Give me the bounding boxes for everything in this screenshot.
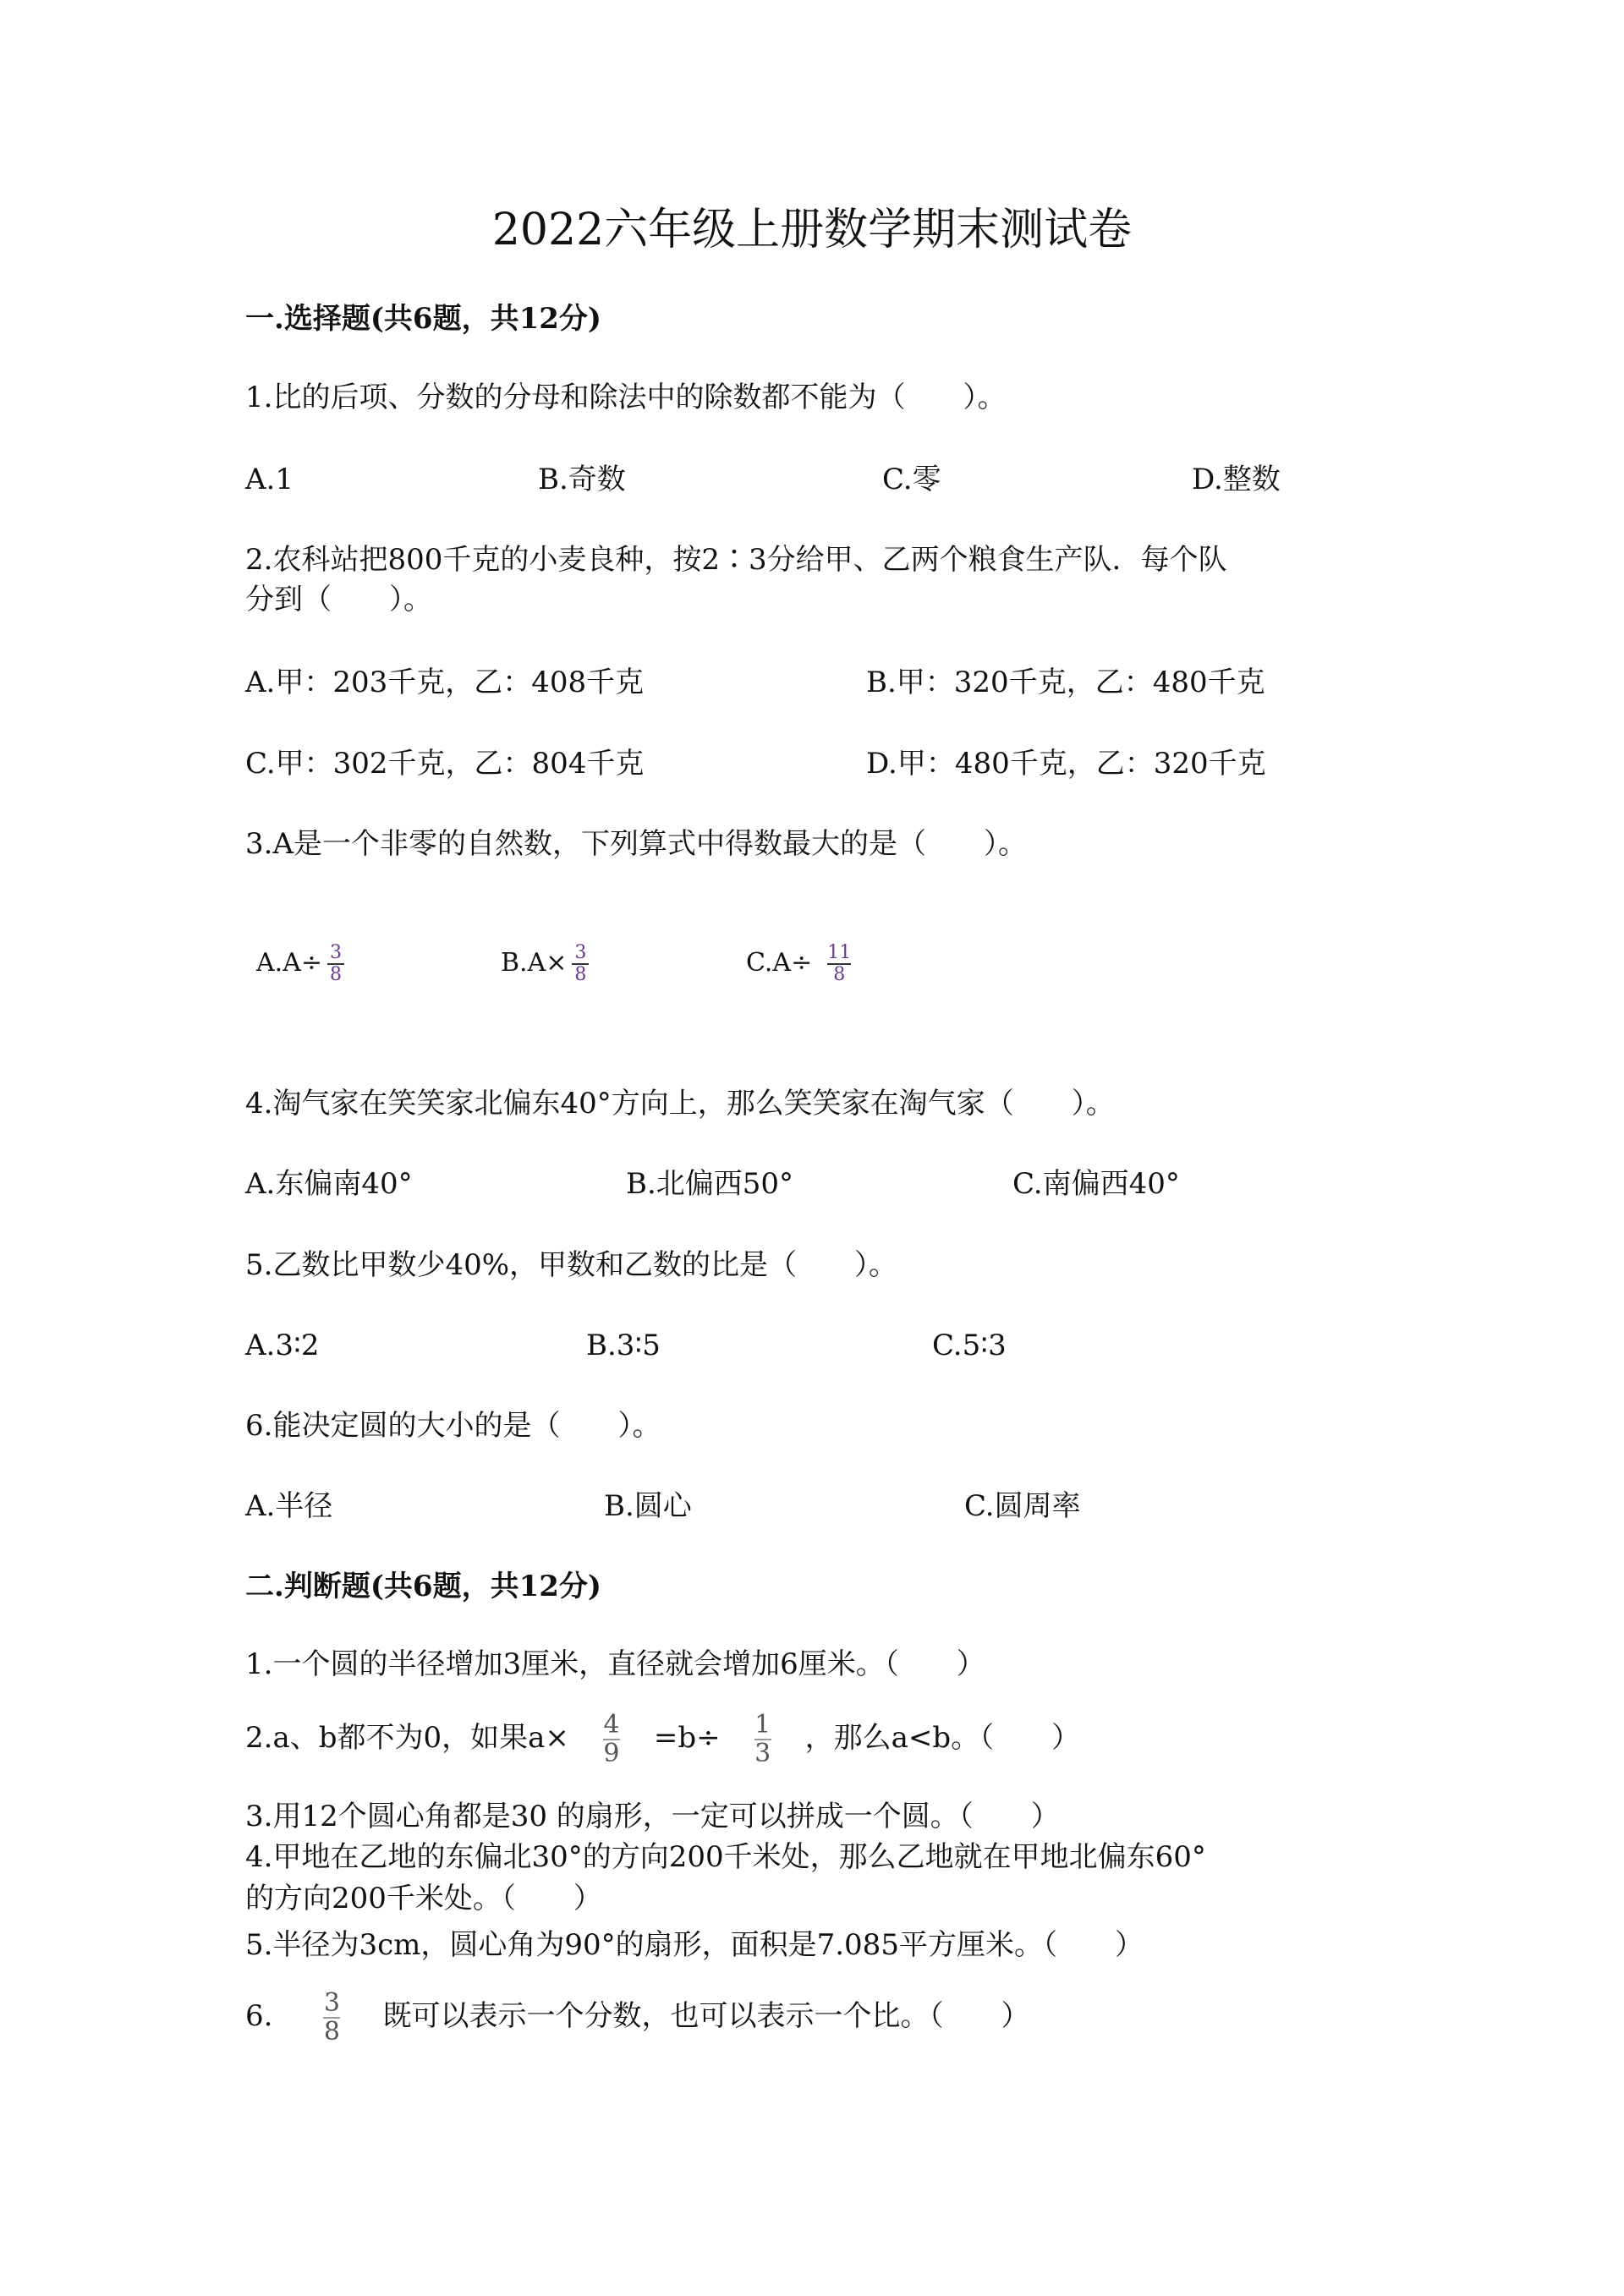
q2-text-line1: 2.农科站把800千克的小麦良种，按2∶3分给甲、乙两个粮食生产队．每个队: [245, 543, 1227, 577]
judge-2-part1: 2.a、b都不为0，如果a×: [245, 1721, 569, 1755]
denominator: 3: [754, 1739, 771, 1768]
judge-5: 5.半径为3cm，圆心角为90°的扇形，面积是7.085平方厘米。（ ）: [245, 1928, 1144, 1962]
q4-text: 4.淘气家在笑笑家北偏东40°方向上，那么笑笑家在淘气家（ ）。: [245, 1087, 1115, 1121]
q4-option-b: B.北偏西50°: [626, 1167, 794, 1201]
denominator: 8: [574, 964, 587, 985]
fraction: [603, 1712, 620, 1767]
q4-option-a: A.东偏南40°: [245, 1167, 413, 1201]
q3-text: 3.A是一个非零的自然数，下列算式中得数最大的是（ ）。: [245, 827, 1027, 861]
section2-heading: 二.判断题(共6题，共12分): [245, 1570, 601, 1603]
fraction: [323, 1990, 340, 2046]
q5-option-a: A.3∶2: [245, 1329, 320, 1362]
q6-option-c: C.圆周率: [964, 1489, 1081, 1523]
judge-4-line2: 的方向200千米处。（ ）: [245, 1882, 602, 1915]
judge-3: 3.用12个圆心角都是30 的扇形，一定可以拼成一个圆。（ ）: [245, 1800, 1060, 1833]
q1-option-a: A.1: [245, 463, 294, 496]
q1-text: 1.比的后项、分数的分母和除法中的除数都不能为（ ）。: [245, 381, 1007, 414]
q1-option-c: C.零: [882, 463, 941, 496]
fraction: [754, 1712, 771, 1767]
judge-2-part2: =b÷: [653, 1721, 721, 1755]
numerator: 4: [603, 1710, 620, 1740]
section1-heading: 一.选择题(共6题，共12分): [245, 302, 601, 336]
q3-option-c-prefix: C.A÷: [746, 948, 813, 978]
fraction: [827, 943, 851, 985]
q3-option-b: [501, 943, 594, 985]
denominator: 8: [833, 964, 846, 985]
q3-option-c: [746, 943, 856, 985]
judge-1: 1.一个圆的半径增加3厘米，直径就会增加6厘米。（ ）: [245, 1647, 985, 1681]
q6-text: 6.能决定圆的大小的是（ ）。: [245, 1409, 661, 1443]
q5-option-b: B.3∶5: [586, 1329, 661, 1362]
fraction: [327, 943, 344, 985]
q3-option-b-prefix: B.A×: [501, 948, 568, 978]
q2-option-c: C.甲：302千克，乙：804千克: [245, 747, 645, 781]
judge-6-text: 既可以表示一个分数，也可以表示一个比。（ ）: [382, 1999, 1030, 2033]
denominator: 8: [323, 2017, 340, 2047]
q6-option-a: A.半径: [245, 1489, 333, 1523]
q2-option-a: A.甲：203千克，乙：408千克: [245, 666, 645, 699]
numerator: 3: [574, 942, 587, 963]
judge-2-part3: ，那么a<b。（ ）: [804, 1721, 1081, 1755]
judge-4-line1: 4.甲地在乙地的东偏北30°的方向200千米处，那么乙地就在甲地北偏东60°: [245, 1840, 1206, 1874]
q1-option-d: D.整数: [1192, 463, 1281, 496]
q2-option-d: D.甲：480千克，乙：320千克: [866, 747, 1266, 781]
q5-option-c: C.5∶3: [932, 1329, 1007, 1362]
q5-text: 5.乙数比甲数少40%，甲数和乙数的比是（ ）。: [245, 1248, 898, 1282]
q3-option-a: [256, 943, 349, 985]
q1-option-b: B.奇数: [538, 463, 626, 496]
q2-text-line2: 分到（ ）。: [245, 583, 432, 616]
q2-option-b: B.甲：320千克，乙：480千克: [866, 666, 1265, 699]
numerator: 3: [323, 1988, 340, 2018]
denominator: 9: [603, 1739, 620, 1768]
judge-6-number: 6.: [245, 1999, 273, 2033]
numerator: 11: [827, 942, 852, 963]
q6-option-b: B.圆心: [604, 1489, 692, 1523]
q3-option-a-prefix: A.A÷: [256, 948, 323, 978]
denominator: 8: [330, 964, 343, 985]
numerator: 1: [754, 1710, 771, 1740]
fraction: [572, 943, 589, 985]
judge-6: [245, 1990, 1029, 2046]
judge-2: [245, 1712, 1080, 1767]
numerator: 3: [330, 942, 343, 963]
page-title: 2022六年级上册数学期末测试卷: [491, 205, 1133, 255]
q4-option-c: C.南偏西40°: [1012, 1167, 1180, 1201]
